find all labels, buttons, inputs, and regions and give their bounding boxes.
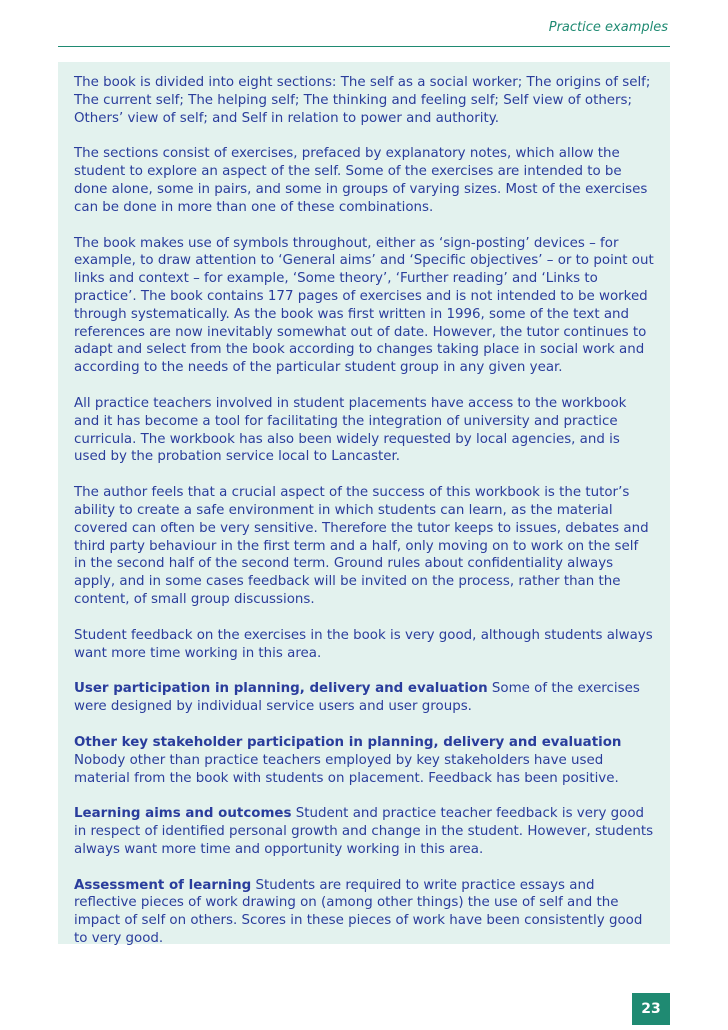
running-header: Practice examples (548, 20, 668, 35)
paragraph-user-participation (74, 680, 654, 716)
paragraph-text: Student and practice teacher feedback is very good in respect of identified personal growth and change in the student. However, students always want more time and opportunity working in this area. (74, 806, 654, 857)
paragraph-heading: Other key stakeholder participation in planning, delivery and evaluation (74, 734, 622, 750)
paragraph-text: Some of the exercises were designed by individual service users and user groups. (74, 681, 640, 715)
paragraph-symbols (74, 235, 654, 377)
content-panel (58, 62, 670, 947)
paragraph-heading: Learning aims and outcomes (74, 806, 292, 822)
paragraph-student-feedback (74, 627, 654, 663)
paragraph-safe-environment (74, 484, 654, 609)
paragraph-text: Student feedback on the exercises in the book is very good, although students always want more time working in this area. (74, 627, 653, 661)
paragraph-text: Nobody other than practice teachers employed by key stakeholders have used material from the book with students on placement. Feedback has been positive. (74, 752, 619, 786)
paragraph-exercises (74, 145, 654, 216)
paragraph-practice-teachers (74, 395, 654, 466)
paragraph-heading: User participation in planning, delivery and evaluation (74, 681, 488, 697)
paragraph-stakeholder-participation (74, 734, 654, 787)
paragraph-text: All practice teachers involved in student placements have access to the workbook and it has become a tool for facilitating the integration of university and practice curricula. The workbook has also been widely requested by local agencies, and is used by the probation service local to Lancaster. (74, 395, 627, 465)
paragraph-text: The book is divided into eight sections: The self as a social worker; The origins of self; The current self; The helping self; The thinking and feeling self; Self view of others; Others’ view of self; and Self in relation to power and authority. (74, 75, 651, 126)
paragraph-text: The book makes use of symbols throughout, either as ‘sign-posting’ devices – for example, to draw attention to ‘General aims’ and ‘Specific objectives’ – or to point out links and context – for example, ‘Some theory’, ‘Further reading’ and ‘Links to practice’. The book contains 177 pages of exercises and is not intended to be worked through systematically. As the book was first written in 1996, some of the text and references are now inevitably somewhat out of date. However, the tutor continues to adapt and select from the book according to changes taking place in social work and according to the needs of the particular student group in any given year. (74, 235, 654, 376)
header-divider (58, 46, 670, 47)
paragraph-text: Students are required to write practice essays and reflective pieces of work drawing on (among other things) the use of self and the impact of self on others. Scores in these pieces of work have been consistently good to very good. (74, 877, 643, 947)
paragraph-text: The author feels that a crucial aspect of the success of this workbook is the tutor’s ability to create a safe environment in which students can learn, as the material covered can often be very sensitive. Therefore the tutor keeps to issues, debates and third party behaviour in the first term and a half, only moving on to work on the self in the second half of the second term. Ground rules about confidentiality always apply, and in some cases feedback will be invited on the process, rather than the content, of small group discussions. (74, 485, 649, 607)
page-number-badge: 23 (632, 993, 670, 1025)
paragraph-sections-overview (74, 74, 654, 127)
paragraph-learning-aims (74, 805, 654, 858)
paragraph-assessment (74, 877, 654, 948)
paragraph-text: The sections consist of exercises, prefaced by explanatory notes, which allow the student to explore an aspect of the self. Some of the exercises are intended to be done alone, some in pairs, and some in groups of varying sizes. Most of the exercises can be done in more than one of these combinations. (74, 146, 648, 215)
paragraph-heading: Assessment of learning (74, 877, 252, 893)
